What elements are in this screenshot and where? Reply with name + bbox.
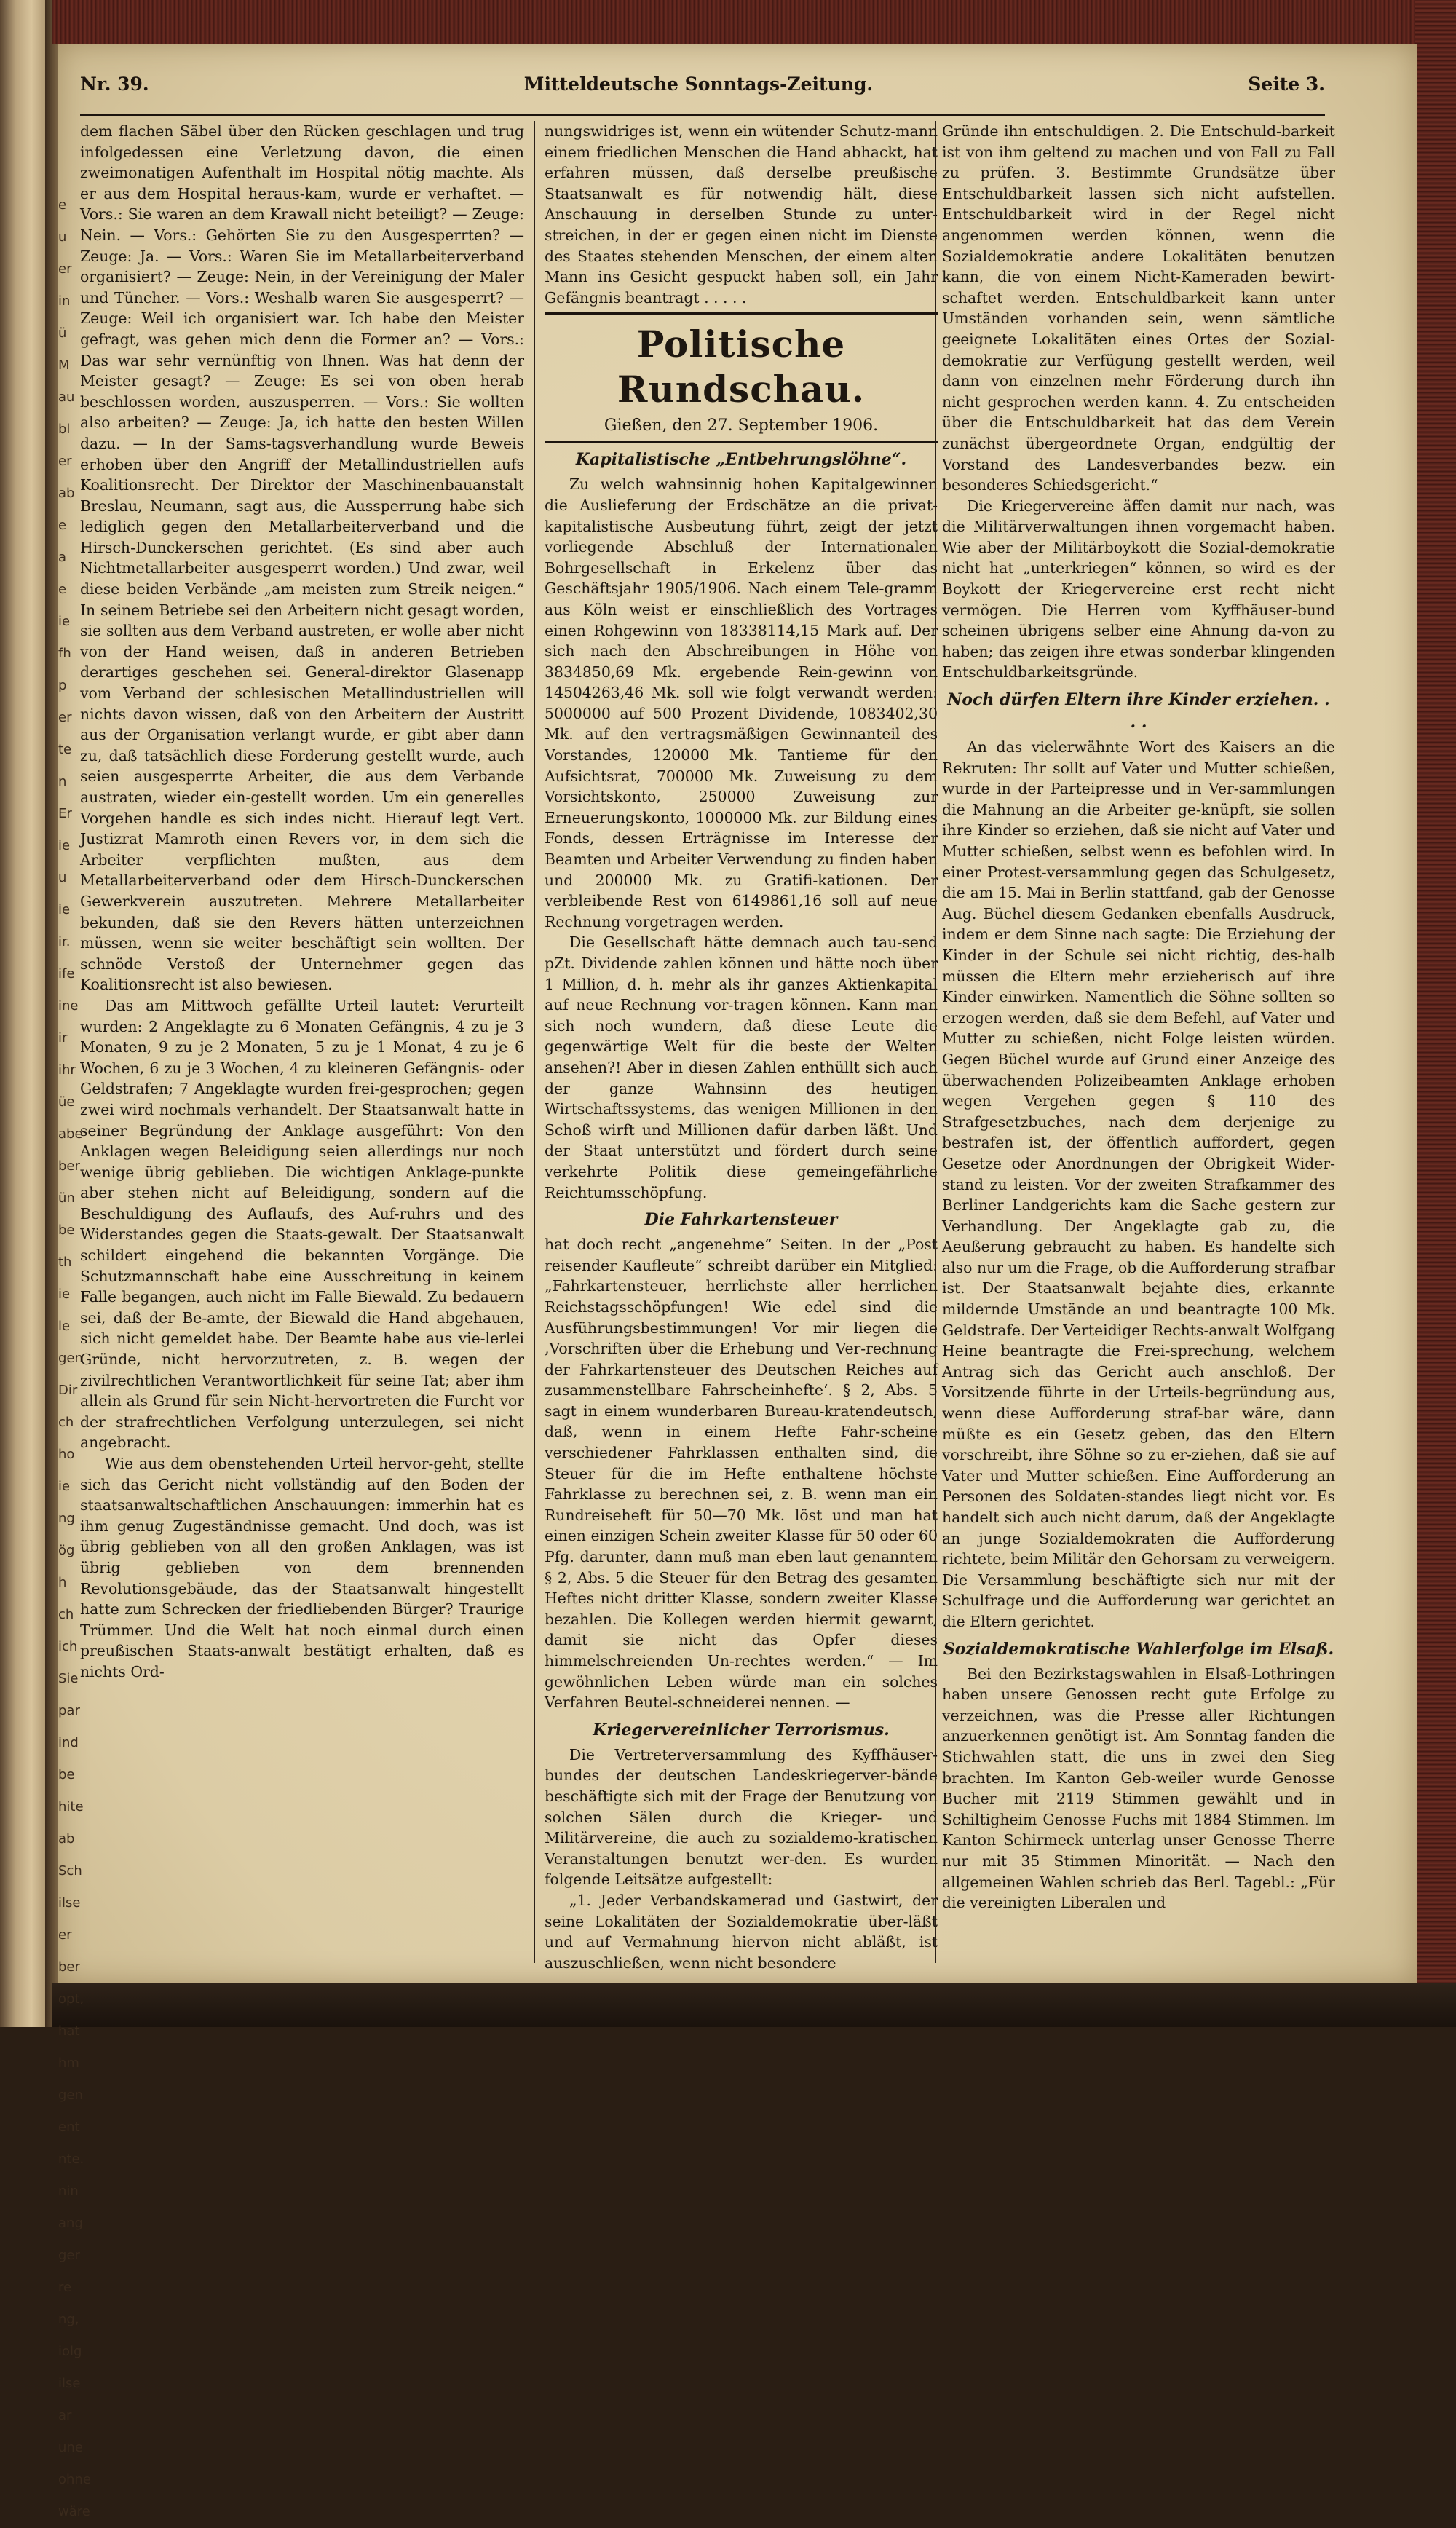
article-paragraph: Das am Mittwoch gefällte Urteil lautet: Verurteilt wurden: 2 Angeklagte zu 6 Monaten Gefängnis, 4 zu je 3 Monaten, 9 zu je 2 Monaten, 5 zu je 1 Monat, 4 zu je 6 Wochen, 6 zu je 3 Wochen, 4 zu kleineren Gefängnis- oder Geldstrafen; 7 Angeklagte wurden frei-gesprochen; gegen zwei wird nochmals verhandelt. Der Staatsanwalt hatte in seiner Begründung der Anklage ausgeführt: Von den Anklagen wegen Beleidigung seien allerdings nur noch wenige übrig geblieben. Die wichtigen Anklage-punkte aber stehen nicht auf Beleidigung, sondern auf die Beschuldigung des Auflaufs, des Auf-ruhrs und des Widerstandes gegen die Staats-gewalt. Der Staatsanwalt schildert eingehend die bekannten Vorgänge. Die Schutzmannschaft habe eine Ausschreitung in keinem Falle begangen, auch nicht im Falle Biewald. Zu bedauern sei, daß der Be-amte, der Biewald die Hand abgehauen, sich nicht gemeldet habe. Der Beamte habe aus vie-lerlei Gründe, nicht hervorzutreten, z. B. wegen der zivilrechtlichen Verantwortlichkeit für seine Tat; aber ihm allein als Grund für sein Nicht-hervortreten die Furcht vor der strafrechtlichen Verfolgung unterzulegen, sei nicht angebracht.: [80, 996, 524, 1452]
margin-fragment: une: [58, 2440, 83, 2455]
margin-fragment: h: [58, 1575, 67, 1590]
margin-fragment: ind: [58, 1735, 79, 1750]
margin-fragment: nin: [58, 2184, 79, 2199]
margin-fragment: ich: [58, 1639, 78, 1654]
margin-fragment: er: [58, 710, 72, 725]
margin-fragment: üe: [58, 1094, 75, 1110]
article-title: Kriegervereinlicher Terrorismus.: [593, 1720, 890, 1739]
column-right: [942, 121, 1335, 1970]
margin-fragment: ilse: [58, 2376, 81, 2391]
margin-fragment: ch: [58, 1607, 74, 1622]
margin-fragment: e: [58, 518, 67, 533]
margin-fragment: Dir: [58, 1383, 78, 1398]
margin-fragment: ber: [58, 1158, 80, 1174]
margin-fragment: in: [58, 293, 71, 309]
article-paragraph: Wie aus dem obenstehenden Urteil hervor-geht, stellte sich das Gericht nicht vollständig auf den Boden der staatsanwaltschaftlichen Anschauungen: immerhin hat es ihm genug Zugeständnisse gemacht. Und doch, was ist übrig geblieben von all den großen Anklagen, was ist übrig geblieben von dem brennenden Revolutionsgebäude, das der Staatsanwalt hingestellt hatte zum Schrecken der friedliebenden Bürger? Traurige Trümmer. Und die Welt hat noch einmal durch einen preußischen Staats-anwalt bestätigt erhalten, daß es nichts Ord-: [80, 1455, 524, 1680]
dateline: Gießen, den 27. September 1906.: [604, 416, 879, 435]
margin-fragment: ie: [58, 1479, 71, 1494]
header-rule: [80, 114, 1325, 116]
margin-fragment: le: [58, 1319, 71, 1334]
margin-fragment: ent: [58, 2120, 80, 2135]
margin-fragment: re: [58, 2280, 72, 2295]
margin-fragment: ho: [58, 1447, 75, 1462]
margin-fragment: ber: [58, 1959, 80, 1975]
margin-fragment: ilse: [58, 1895, 81, 1911]
margin-fragment: Er: [58, 806, 72, 821]
margin-fragment: ir: [58, 1030, 68, 1046]
margin-fragment: ab: [58, 486, 75, 501]
margin-fragment: abe: [58, 1126, 83, 1142]
margin-fragment: u: [58, 229, 67, 245]
margin-fragment: wäre: [58, 2504, 90, 2519]
section-headline: Politische Rundschau.: [617, 323, 866, 411]
margin-fragment: ihr: [58, 1062, 76, 1078]
margin-fragment: er: [58, 454, 72, 469]
margin-fragment: Sie: [58, 1671, 79, 1686]
margin-fragment: u: [58, 870, 67, 885]
margin-fragment: ie: [58, 902, 71, 917]
margin-fragment: ie: [58, 838, 71, 853]
margin-fragment: ang: [58, 2216, 83, 2231]
margin-fragment: ie: [58, 1287, 71, 1302]
margin-fragment: ir.: [58, 934, 71, 949]
margin-fragment: a: [58, 550, 67, 565]
margin-fragment: er: [58, 261, 72, 277]
margin-fragment: hm: [58, 2055, 79, 2071]
column-left: [80, 121, 524, 1970]
margin-fragment: au: [58, 390, 75, 405]
margin-fragment: M: [58, 358, 70, 373]
margin-fragment: be: [58, 1767, 75, 1782]
margin-fragment: th: [58, 1255, 72, 1270]
margin-fragment: hat: [58, 2023, 80, 2039]
article-title: Die Fahrkartensteuer: [644, 1210, 838, 1230]
article-paragraph: Die Gesellschaft hätte demnach auch tau-send pZt. Dividende zahlen können und hätte noch über 1 Million, d. h. mehr als ihr ganzes Aktienkapital auf neue Rechnung vor-tragen können. Kann man sich noch wundern, daß diese Leute die gegenwärtige Welt für die beste der Welten ansehen?! Aber in diesen Zahlen enthüllt sich auch der ganze Wahnsinn des heutigen Wirtschaftssystems, das wenigen Millionen in den Schoß wirft und Millionen dafür darben läßt. Und der Staat unterstützt und fördert durch seine verkehrte Politik diese gemeingefährliche Reichtumsschöpfung.: [545, 933, 938, 1201]
margin-fragment: par: [58, 1703, 80, 1718]
margin-fragment: e: [58, 582, 67, 597]
article-paragraph: Gründe ihn entschuldigen. 2. Die Entschuld-barkeit ist von ihm geltend zu machen und von Fall zu Fall zu prüfen. 3. Bestimmte Grundsätze über Entschuldbarkeit lassen sich nicht aufstellen. Entschuldbarkeit wird in der Regel nicht angenommen werden können, wenn die Sozialdemokratie andere Lokalitäten benutzen kann, die von einem Nicht-Kameraden bewirt-schaftet werden. Entschuldbarkeit kann unter Umständen vorhanden sein, wenn sämtliche geeignete Lokalitäten eines Ortes der Sozial-demokratie zur Verfügung gestellt werden, weil dann von einzelnen mehr Förderung durch ihn nicht gesprochen werden kann. 4. Zu entscheiden über die Entschuldbarkeit hat das dem Verein zunächst übergeordnete Organ, endgültig der Vorstand des Landesverbandes bezw. ein besonderes Schiedsgericht.“: [942, 122, 1335, 494]
margin-fragment: Sch: [58, 1863, 82, 1879]
article-paragraph: dem flachen Säbel über den Rücken geschlagen und trug infolgedessen eine Verletzung davon, die einen zweimonatigen Aufenthalt im Hospital nötig machte. Als er aus dem Hospital heraus-kam, wurde er verhaftet. — Vors.: Sie waren an dem Krawall nicht beteiligt? — Zeuge: Nein. — Vors.: Gehörten Sie zu den Ausgesperrten? — Zeuge: Ja. — Vors.: Waren Sie im Metallarbeiterverband organisiert? — Zeuge: Nein, in der Vereinigung der Maler und Tüncher. — Vors.: Weshalb waren Sie ausgesperrt? — Zeuge: Weil ich organisiert war. Ich habe den Meister gefragt, was gehen mich denn die Former an? — Vors.: Das war sehr vernünftig von Ihnen. Was hat denn der Meister gesagt? — Zeuge: Es sei von oben herab beschlossen worden, auszusperren. — Vors.: Sie wollten also arbeiten? — Zeuge: Ja, ich hatte den besten Willen dazu. — In der Sams-tagsverhandlung wurde Beweis erhoben über den Angriff der Metallindustriellen aufs Koalitionsrecht. Der Direktor der Maschinenbauanstalt Breslau, Neumann, sagt aus, die Aussperrung habe sich lediglich gegen den Metallarbeiterverband und die Hirsch-Dunckerschen gerichtet. (Es sind aber auch Nichtmetallarbeiter ausgesperrt worden.) Und zwar, weil diese beiden Verbände „am meisten zum Streik neigen.“ In seinem Betriebe sei den Arbeitern nicht gesagt worden, sie sollten aus dem Verband austreten, er wolle aber nicht von der Hand weisen, daß in anderen Betrieben derartiges geschehen sei. General-direktor Glasenapp vom Verband der schlesischen Metallindustriellen will nichts davon wissen, daß von den Arbeitern der Austritt aus der Organisation verlangt wurde, er gibt aber dann zu, daß tatsächlich diese Forderung gestellt wurde, auch seien ausgesperrte Arbeiter, die aus dem Verbande austraten, wieder ein-gestellt worden. Um ein generelles Vorgehen handle es sich indes nicht. Hierauf legt Vert. Justizrat Mamroth einen Revers vor, in dem sich die Arbeiter verpflichten mußten, aus dem Metallarbeiterverband oder dem Hirsch-Dunckerschen Gewerkverein auszutreten. Mehrere Metallarbeiter bekunden, daß sie den Revers hätten unterzeichnen müssen, wenn sie weiter beschäftigt sein wollten. Der schnöde Verstoß der Unternehmer gegen das Koalitionsrecht ist also bewiesen.: [80, 122, 524, 994]
margin-fragment: er: [58, 1927, 72, 1943]
article-paragraph: Zu welch wahnsinnig hohen Kapitalgewinnen die Auslieferung der Erdschätze an die privat-kapitalistische Ausbeutung führt, zeigt der jetzt vorliegende Abschluß der Internationalen Bohrgesellschaft in Erkelenz über das Geschäftsjahr 1905/1906. Nach einem Tele-gramm aus Köln weist er einschließlich des Vortrages einen Rohgewinn von 18338114,15 Mark auf. Der sich nach den Abschreibungen in Höhe von 3834850,69 Mk. ergebende Rein-gewinn von 14504263,46 Mk. soll wie folgt verwandt werden: 5000000 auf 500 Prozent Dividende, 1083402,30 Mk. auf den vertragsmäßigen Gewinnanteil des Vorstandes, 120000 Mk. Tantieme für den Aufsichtsrat, 700000 Mk. Zuweisung zu dem Vorsichtskonto, 250000 Zuweisung zur Erneuerungskonto, 1000000 Mk. zur Bildung eines Fonds, dessen Erträgnisse im Interesse der Beamten und Arbeiter Verwendung zu finden haben und 200000 Mk. zu Gratifi-kationen. Der verbleibende Rest von 6149861,16 soll auf neue Rechnung vorgetragen werden.: [545, 475, 938, 931]
margin-fragment: p: [58, 678, 67, 693]
margin-fragment: ng: [58, 1511, 75, 1526]
book-bottom-edge: [52, 1983, 1456, 2027]
margin-fragment: ün: [58, 1190, 75, 1206]
margin-fragment: ife: [58, 966, 75, 981]
margin-fragment: te: [58, 742, 72, 757]
margin-fragment: n: [58, 774, 67, 789]
margin-fragment: gen: [58, 2087, 83, 2103]
book-right-edge: [1415, 0, 1456, 2027]
margin-fragment: ög: [58, 1543, 75, 1558]
margin-fragment: be: [58, 1222, 75, 1238]
article-title: Sozialdemokratische Wahlerfolge im Elsaß.: [943, 1639, 1334, 1659]
margin-fragment: ng,: [58, 2312, 79, 2327]
section-rule: [545, 312, 938, 315]
newspaper-title: Mitteldeutsche Sonntags-Zeitung.: [523, 74, 874, 95]
article-paragraph: An das vielerwähnte Wort des Kaisers an die Rekruten: Ihr sollt auf Vater und Mutter schießen, wurde in der Parteipresse und in Ver-sammlungen die Mahnung an die Arbeiter ge-knüpft, sie sollen ihre Kinder so erziehen, daß sie nicht auf Vater und Mutter schießen, selbst wenn es befohlen wird. In einer Protest-versammlung gegen das Schulgesetz, die am 15. Mai in Berlin stattfand, gab der Genosse Aug. Büchel diesem Gedanken ebenfalls Ausdruck, indem er dem Sinne nach sagte: Die Erziehung der Kinder in der Schule sei nicht richtig, des-halb müssen die Eltern mehr erzieherisch auf ihre Kinder einwirken. Namentlich die Söhne sollten so erzogen werden, daß sie dem Befehl, auf Vater und Mutter zu schießen, nicht Folge leisten würden. Gegen Büchel wurde auf Grund einer Anzeige des überwachenden Polizeibeamten Anklage erhoben wegen Vergehen gegen § 110 des Strafgesetzbuches, nach dem derjenige zu bestrafen ist, der öffentlich auffordert, gegen Gesetze oder Anordnungen der Obrigkeit Wider-stand zu leisten. Vor der zweiten Strafkammer des Berliner Landgerichts kam die Sache gestern zur Verhandlung. Der Angeklagte gab zu, die Aeußerung gebraucht zu haben. Es handelte sich also nur um die Frage, ob die Aufforderung strafbar ist. Der Staatsanwalt bejahte dies, erkannte mildernde Umstände an und beantragte 100 Mk. Geldstrafe. Der Verteidiger Rechts-anwalt Wolfgang Heine beantragte die Frei-sprechung, welchem Antrag sich das Gericht auch anschloß. Der Vorsitzende führte in der Urteils-begründung aus, wenn diese Aufforderung straf-bar wäre, dann müßte es ein Gesetz geben, das den Eltern vorschreibt, ihre Söhne so zu er-ziehen, daß sie auf Vater und Mutter schießen. Eine Aufforderung an Personen des Soldaten-standes liegt nicht vor. Es handelt sich auch nicht darum, daß der Angeklagte an junge Sozialdemokraten die Aufforderung richtete, beim Militär den Gehorsam zu verweigern. Die Versammlung beschäftigte sich nur mit der Schulfrage und die Aufforderung war gerichtet an die Eltern gerichtet.: [942, 738, 1335, 1630]
article-title: Noch dürfen Eltern ihre Kinder erziehen. . . .: [947, 690, 1330, 732]
page-header: [80, 58, 1325, 95]
margin-fragment: fh: [58, 646, 71, 661]
article-paragraph: nungswidriges ist, wenn ein wütender Schutz-mann einem friedlichen Menschen die Hand abhackt, hat erfahren müssen, daß derselbe preußische Staatsanwalt es für notwendig hält, diese Anschauung in derselben Stunde zu unter-streichen, in der er gegen einen nicht im Dienste des Staates stehenden Menschen, der einem alten Mann ins Gesicht gespuckt haben soll, ein Jahr Gefängnis beantragt . . . . .: [545, 122, 938, 307]
article-paragraph: hat doch recht „angenehme“ Seiten. In der „Post reisender Kaufleute“ schreibt darüber ein Mitglied: „Fahrkartensteuer, herrlichste aller herrlichen Reichstagsschöpfungen! Wie edel sind die Ausführungsbestimmungen! Vor mir liegen die ‚Vorschriften über die Erhebung und Ver-rechnung der Fahrkartensteuer des Deutschen Reiches auf zusammenstellbare Fahrscheinhefte‘. § 2, Abs. 5 sagt in einem wunderbaren Bureau-kratendeutsch, daß, wenn in einem Hefte Fahr-scheine verschiedener Fahrklassen enthalten sind, die Steuer für die im Hefte enthaltene höchste Fahrklasse zu berechnen sei, z. B. wenn man ein Rundreiseheft für 50—70 Mk. löst und man hat einen einzigen Schein zweiter Klasse für 50 oder 60 Pfg. darunter, dann muß man eben laut genanntem § 2, Abs. 5 die Steuer für den Betrag des gesamten Heftes nicht dritter Klasse, sondern zweiter Klasse bezahlen. Die Kollegen werden hiermit gewarnt, damit sie nicht das Opfer dieses himmelschreienden Un-rechtes werden.“ — Im gewöhnlichen Leben würde man ein solches Verfahren Beutel-schneiderei nennen. —: [545, 1236, 938, 1712]
margin-fragment: bl: [58, 422, 71, 437]
issue-number: Nr. 39.: [80, 74, 149, 95]
margin-fragment: ü: [58, 325, 67, 341]
section-rule: [545, 441, 938, 443]
article-paragraph: Die Vertreterversammlung des Kyffhäuser-bundes der deutschen Landeskriegerver-bände beschäftigte sich mit der Frage der Benutzung von solchen Sälen durch die Krieger- und Militärvereine, die auch zu sozialdemo-kratischen Veranstaltungen benutzt wer-den. Es wurden folgende Leitsätze aufgestellt:: [545, 1745, 938, 1889]
margin-fragment: hite: [58, 1799, 84, 1814]
margin-fragment: gen: [58, 1351, 83, 1366]
margin-fragment: opt,: [58, 1991, 84, 2007]
column-divider: [534, 121, 535, 1963]
book-top-edge: [52, 0, 1456, 44]
margin-fragment: ie: [58, 614, 71, 629]
article-paragraph: Bei den Bezirkstagswahlen in Elsaß-Lothringen haben unsere Genossen recht gute Erfolge zu verzeichnen, was die Presse aller Richtungen anzuerkennen genötigt ist. Am Sonntag fanden die Stichwahlen statt, die uns in zwei den Sieg brachten. Im Kanton Geb-weiler wurde Genosse Bucher mit 2119 Stimmen gewählt und in Schiltigheim Genosse Fuchs mit 1884 Stimmen. Im Kanton Schirmeck unterlag unser Genosse Therre nur mit 35 Stimmen Minorität. — Nach den allgemeinen Wahlen schrieb das Berl. Tagebl.: „Für die vereinigten Liberalen und: [942, 1664, 1335, 1912]
margin-fragment: ar: [58, 2408, 72, 2423]
page-number: Seite 3.: [1248, 74, 1325, 95]
margin-fragment: nte.: [58, 2152, 84, 2167]
article-paragraph: Die Kriegervereine äffen damit nur nach, was die Militärverwaltungen ihnen vorgemacht haben. Wie aber der Militärboykott die Sozial-demokratie nicht hat „unterkriegen“ können, so wird es der Boykott der Kriegervereine erst recht nicht vermögen. Die Herren vom Kyffhäuser-bund scheinen übrigens selber eine Ahnung da-von zu haben; das zeigen ihre etwas sonderbar klingenden Entschuldbarkeitsgründe.: [942, 497, 1335, 682]
margin-fragment: e: [58, 197, 67, 213]
article-paragraph: „1. Jeder Verbandskamerad und Gastwirt, der seine Lokalitäten der Sozialdemokratie über-läßt und auf Vermahnung hiervon nicht abläßt, ist auszuschließen, wenn nicht besondere: [545, 1891, 938, 1972]
margin-fragment: ger: [58, 2248, 80, 2263]
margin-fragment: iolg: [58, 2344, 82, 2359]
margin-fragment: ch: [58, 1415, 74, 1430]
column-middle: [545, 121, 938, 1970]
margin-fragment: ab: [58, 1831, 75, 1846]
article-title: Kapitalistische „Entbehrungslöhne“.: [575, 450, 907, 470]
margin-fragment: ine: [58, 998, 79, 1014]
margin-fragment: ohne: [58, 2472, 91, 2487]
